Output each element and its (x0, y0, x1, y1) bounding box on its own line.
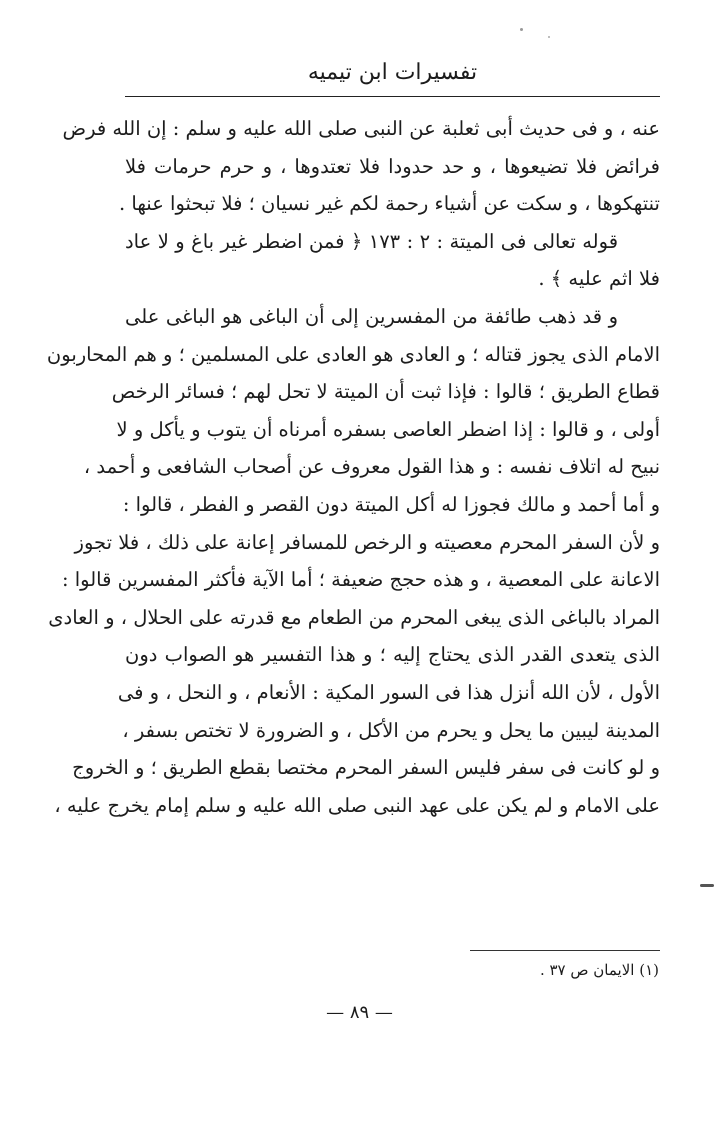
header-rule (125, 96, 660, 97)
footnote: (١) الايمان ص ٣٧ . (539, 961, 659, 979)
text-line: قوله تعالى فى الميتة : ٢ : ١٧٣ ﴿ فمن اضطر غير باغ و لا عاد (125, 229, 619, 253)
text-line: فرائض فلا تضيعوها ، و حد حدودا فلا تعتدوها ، و حرم حرمات فلا (125, 154, 660, 178)
scan-speck (548, 36, 550, 38)
text-line: فلا اثم عليه ﴾ . (538, 267, 660, 291)
scan-speck (520, 28, 523, 31)
body-text (46, 110, 660, 824)
text-line: المراد بالباغى الذى يبغى المحرم من الطعام مع قدرته على الحلال ، و العادى (48, 605, 660, 629)
text-line: نبيح له اتلاف نفسه : و هذا القول معروف عن أصحاب الشافعى و أحمد ، (83, 455, 660, 479)
running-header: تفسيرات ابن تيميه (307, 60, 478, 85)
text-line: أولى ، و قالوا : إذا اضطر العاصى بسفره أمرناه أن يتوب و يأكل و لا (116, 417, 660, 441)
text-line: و لأن السفر المحرم معصيته و الرخص للمسافر إعانة على ذلك ، فلا تجوز (74, 530, 660, 554)
footnote-rule (470, 950, 660, 951)
text-line: الامام الذى يجوز قتاله ؛ و العادى هو العادى على المسلمين ؛ و هم المحاربون (46, 342, 660, 366)
text-line: و لو كانت فى سفر فليس السفر المحرم مختصا بقطع الطريق ؛ و الخروج (72, 756, 660, 780)
text-line: و أما أحمد و مالك فجوزا له أكل الميتة دون القصر و الفطر ، قالوا : (122, 492, 660, 516)
text-line: على الامام و لم يكن على عهد النبى صلى الله عليه و سلم إمام يخرج عليه ، (54, 793, 660, 817)
text-line: و قد ذهب طائفة من المفسرين إلى أن الباغى هو الباغى على (125, 304, 618, 328)
text-line: الاعانة على المعصية ، و هذه حجج ضعيفة ؛ أما الآية فأكثر المفسرين قالوا : (61, 568, 660, 592)
page-number: — ٨٩ — (326, 1002, 393, 1023)
text-line: تنتهكوها ، و سكت عن أشياء رحمة لكم غير نسيان ؛ فلا تبحثوا عنها . (118, 192, 660, 216)
text-line: الذى يتعدى القدر الذى يحتاج إليه ؛ و هذا التفسير هو الصواب دون (125, 643, 660, 667)
scan-speck (700, 884, 714, 887)
text-line: عنه ، و فى حديث أبى ثعلبة عن النبى صلى الله عليه و سلم : إن الله فرض (62, 117, 660, 140)
text-line: المدينة ليبين ما يحل و يحرم من الأكل ، و الضرورة لا تختص بسفر ، (122, 718, 660, 742)
text-line: قطاع الطريق ؛ قالوا : فإذا ثبت أن الميتة لا تحل لهم ؛ فسائر الرخص (111, 380, 660, 404)
text-line: الأول ، لأن الله أنزل هذا فى السور المكية : الأنعام ، و النحل ، و فى (117, 680, 660, 704)
